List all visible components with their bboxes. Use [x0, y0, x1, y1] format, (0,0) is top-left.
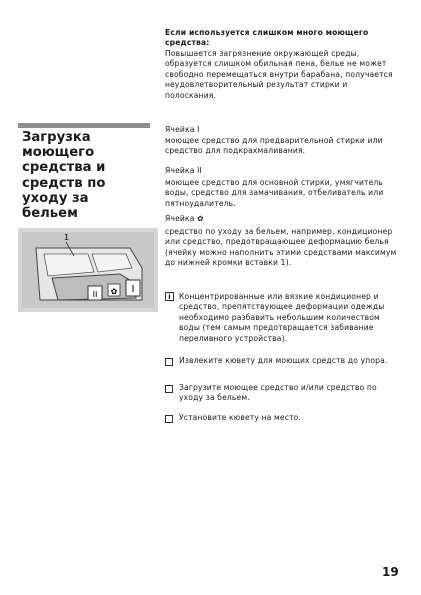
chamber-3-heading: Ячейка ✿ — [165, 214, 204, 223]
chamber-1-heading: Ячейка I — [165, 125, 200, 134]
warning-body: Повышается загрязнение окружающей среды, образуется слишком обильная пена, белье не может свободно перемещаться внутри барабана, получается неудовлетворительный результат стирки и полоскания. — [165, 49, 393, 100]
step-3-text: Установите кювету на место. — [179, 413, 302, 422]
warning-title: Если используется слишком много моющего средства: — [165, 28, 369, 48]
chamber-2-text: моющее средство для основной стирки, умягчитель воды, средство для замачивания, отбеливатель или пятноудалитель. — [165, 178, 384, 208]
section-rule — [18, 123, 150, 128]
section-title: Загрузка моющего средства и средств по уходу за бельем — [22, 130, 106, 222]
checkbox-bullet-icon — [165, 385, 173, 393]
chamber-2-heading: Ячейка II — [165, 166, 202, 175]
chamber-3-text: средство по уходу за бельем, например, кондиционер или средство, предотвращающее деформацию белья (ячейку можно наполнить этими средствами максимум до нижней кромки вставки 1). — [165, 227, 397, 268]
info-note-text: Концентрированные или вязкие кондиционер и средство, препятствующее деформации одежды необходимо разбавить небольшим количеством воды (тем самым предотвращается забивание переливного устройства). — [179, 292, 385, 343]
figure-label-1: 1 — [64, 233, 70, 242]
step-2-text: Загрузите моющее средство и/или средство по уходу за бельем. — [179, 383, 377, 403]
figure-label-flower: ✿ — [110, 287, 118, 296]
figure-label-I: I — [131, 284, 135, 295]
chamber-1-text: моющее средство для предварительной стирки или средство для подкрахмаливания. — [165, 136, 383, 156]
checkbox-bullet-icon — [165, 415, 173, 423]
checkbox-bullet-icon — [165, 358, 173, 366]
info-icon: i — [165, 292, 174, 301]
detergent-drawer-illustration — [18, 228, 158, 312]
step-1-text: Извлеките кювету для моющих средств до упора. — [179, 356, 388, 365]
page-number: 19 — [382, 565, 399, 579]
figure-label-II: II — [92, 290, 98, 299]
